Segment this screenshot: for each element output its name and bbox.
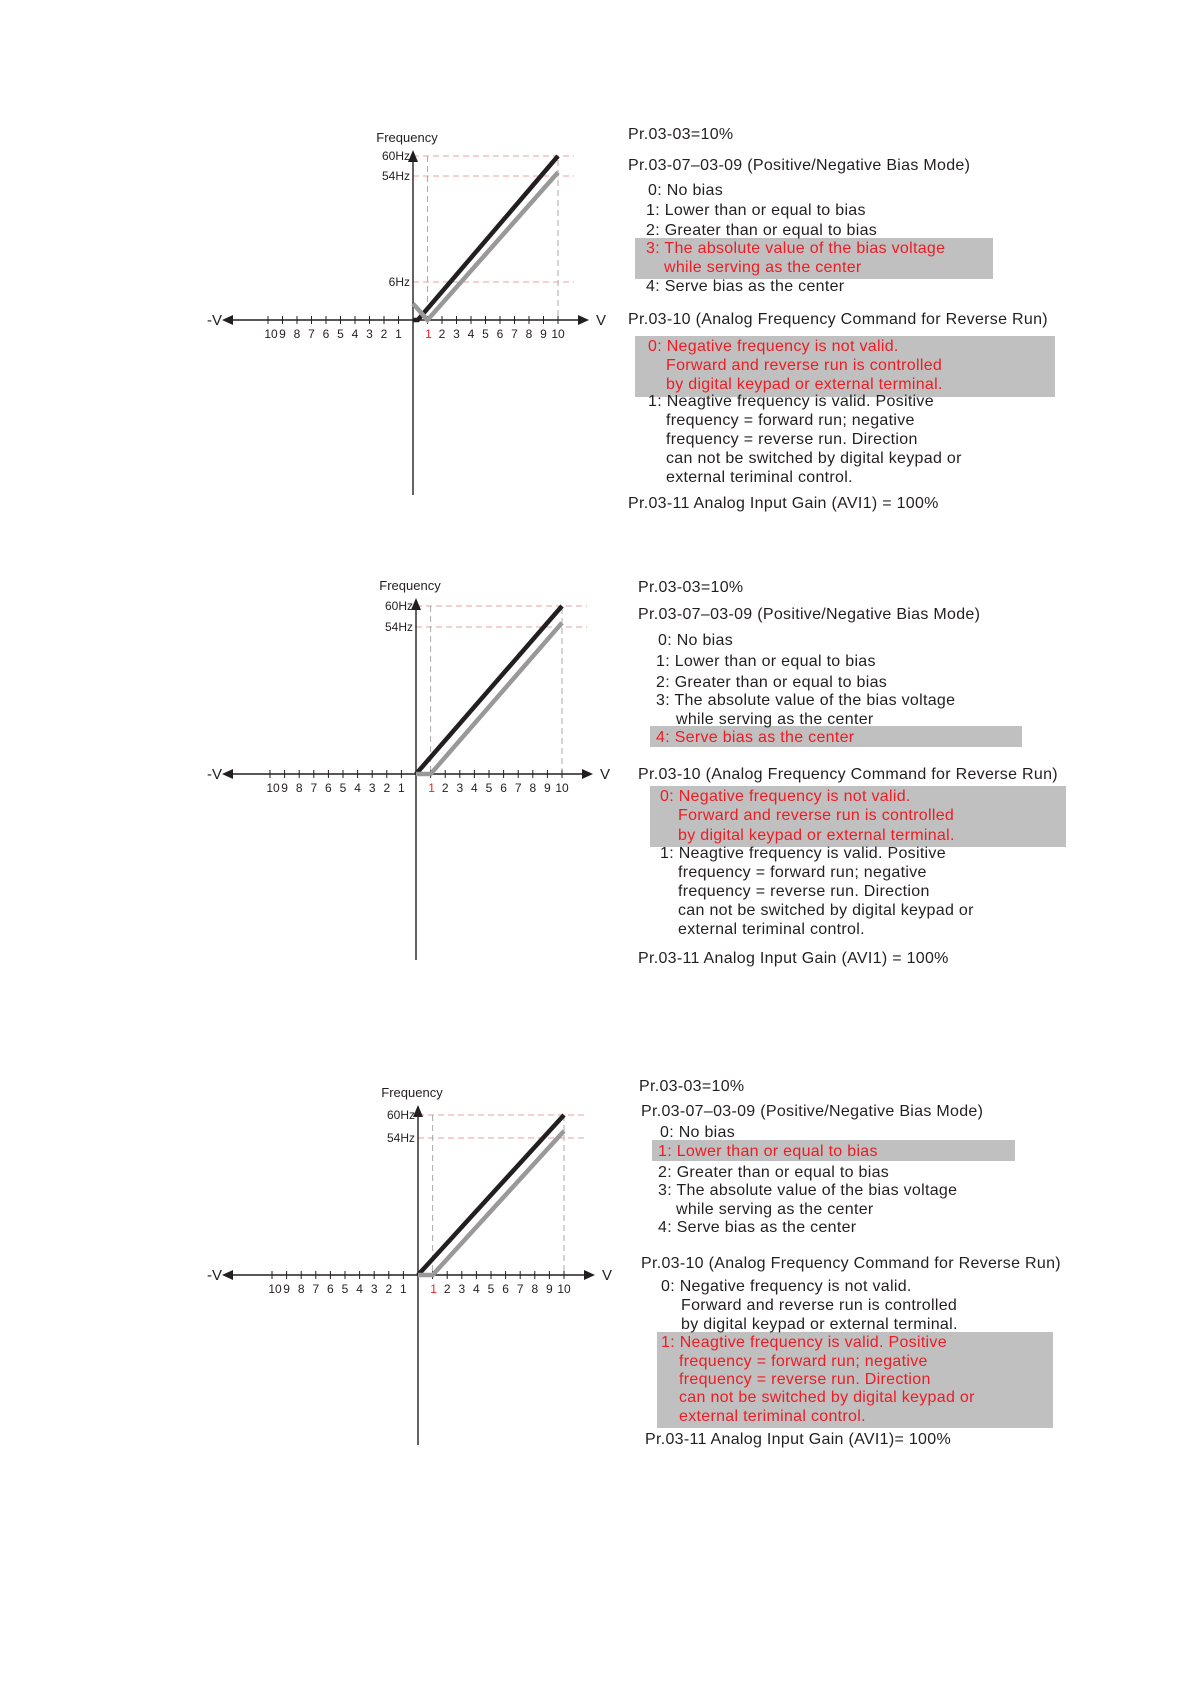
x-tick-label-positive: 6 bbox=[502, 1282, 509, 1296]
x-axis-label: V bbox=[602, 1267, 613, 1284]
reverse-option-1-line3: frequency = reverse run. Direction bbox=[666, 431, 918, 448]
x-tick-label-positive: 9 bbox=[544, 781, 551, 795]
x-tick-label-negative: 7 bbox=[308, 327, 315, 341]
bias-option-3: 3: The absolute value of the bias voltage bbox=[656, 692, 956, 709]
bias-option-1: 1: Lower than or equal to bias bbox=[646, 202, 866, 219]
param-03-10-heading: Pr.03-10 (Analog Frequency Command for Reverse Run) bbox=[628, 311, 1048, 328]
neg-x-axis-label: -V bbox=[207, 312, 222, 329]
reverse-option-1-line2: frequency = forward run; negative bbox=[666, 412, 915, 429]
x-tick-label-negative: 3 bbox=[368, 781, 376, 795]
reverse-option-0-line3: by digital keypad or external terminal. bbox=[681, 1316, 958, 1333]
x-tick-label-positive: 2 bbox=[438, 327, 446, 341]
y-tick-label-54hz: 54Hz bbox=[384, 620, 413, 634]
x-tick-label-negative: 6 bbox=[327, 1282, 334, 1296]
x-tick-label-negative: 5 bbox=[339, 781, 347, 795]
x-tick-label-negative: 4 bbox=[351, 327, 359, 341]
bias-option-3: 3: The absolute value of the bias voltage bbox=[646, 240, 946, 257]
x-tick-label-negative: 7 bbox=[310, 781, 318, 795]
x-tick-label-negative: 2 bbox=[383, 781, 391, 795]
x-tick-label-negative: 2 bbox=[385, 1282, 393, 1296]
x-tick-label-negative: 6 bbox=[322, 327, 330, 341]
x-tick-label-positive: 5 bbox=[487, 1282, 495, 1296]
bias-option-4: 4: Serve bias as the center bbox=[656, 729, 855, 746]
reverse-option-0-line3: by digital keypad or external terminal. bbox=[666, 376, 943, 393]
neg-x-axis-label: -V bbox=[207, 766, 222, 783]
x-tick-label-positive: 6 bbox=[496, 327, 504, 341]
reverse-option-0: 0: Negative frequency is not valid. bbox=[661, 1278, 912, 1295]
bias-option-3-cont: while serving as the center bbox=[676, 711, 874, 728]
y-axis-label: Frequency bbox=[376, 130, 438, 145]
x-tick-label-negative: 2 bbox=[380, 327, 388, 341]
param-03-11: Pr.03-11 Analog Input Gain (AVI1) = 100% bbox=[638, 950, 949, 967]
param-03-03: Pr.03-03=10% bbox=[639, 1078, 745, 1095]
param-03-03: Pr.03-03=10% bbox=[628, 126, 734, 143]
x-axis-arrow-left bbox=[222, 1270, 233, 1280]
x-tick-label-negative: 5 bbox=[337, 327, 344, 341]
bias-option-2: 2: Greater than or equal to bias bbox=[646, 222, 878, 239]
x-tick-label-positive: 5 bbox=[485, 781, 493, 795]
y-tick-label-54hz: 54Hz bbox=[386, 1131, 415, 1145]
reverse-option-1: 1: Neagtive frequency is valid. Positive bbox=[660, 845, 946, 862]
x-tick-label-negative: 9 bbox=[281, 781, 288, 795]
x-tick-label-negative: 3 bbox=[370, 1282, 378, 1296]
x-tick-label-positive: 4 bbox=[473, 1282, 480, 1296]
param-03-07-heading: Pr.03-07–03-09 (Positive/Negative Bias Mode) bbox=[628, 157, 971, 174]
reverse-option-1-line5: external teriminal control. bbox=[679, 1408, 866, 1425]
x-tick-label-negative: 5 bbox=[341, 1282, 349, 1296]
y-tick-label-6hz: 6Hz bbox=[388, 275, 410, 289]
bias-option-3-cont: while serving as the center bbox=[676, 1201, 874, 1218]
y-axis-label: Frequency bbox=[379, 578, 441, 593]
x-tick-label-negative: 1 bbox=[395, 327, 402, 341]
x-tick-label-negative: 8 bbox=[293, 327, 301, 341]
param-03-07-heading: Pr.03-07–03-09 (Positive/Negative Bias Mode) bbox=[638, 606, 981, 623]
x-tick-label-negative: 4 bbox=[356, 1282, 363, 1296]
reverse-option-0: 0: Negative frequency is not valid. bbox=[648, 338, 899, 355]
x-tick-label-positive: 6 bbox=[500, 781, 507, 795]
x-tick-label-positive: 1 bbox=[428, 781, 435, 795]
x-tick-label-positive: 4 bbox=[467, 327, 475, 341]
x-tick-label-negative: 9 bbox=[283, 1282, 290, 1296]
reverse-option-1-line2: frequency = forward run; negative bbox=[678, 864, 927, 881]
reverse-option-1-line4: can not be switched by digital keypad or bbox=[679, 1389, 975, 1406]
bias-option-4: 4: Serve bias as the center bbox=[658, 1219, 857, 1236]
reverse-option-1-line5: external teriminal control. bbox=[666, 469, 853, 486]
param-03-11: Pr.03-11 Analog Input Gain (AVI1) = 100% bbox=[628, 495, 939, 512]
y-tick-label-60hz: 60Hz bbox=[384, 599, 413, 613]
x-tick-label-negative: 9 bbox=[279, 327, 286, 341]
reverse-option-1-line3: frequency = reverse run. Direction bbox=[678, 883, 930, 900]
param-03-11: Pr.03-11 Analog Input Gain (AVI1)= 100% bbox=[645, 1431, 951, 1448]
x-tick-label-positive: 5 bbox=[482, 327, 489, 341]
reverse-option-0-line3: by digital keypad or external terminal. bbox=[678, 827, 955, 844]
param-03-10-heading: Pr.03-10 (Analog Frequency Command for Reverse Run) bbox=[641, 1255, 1061, 1272]
y-axis-label: Frequency bbox=[381, 1085, 443, 1100]
x-tick-label-positive: 8 bbox=[525, 327, 533, 341]
x-tick-label-positive: 2 bbox=[441, 781, 449, 795]
x-tick-label-positive: 7 bbox=[511, 327, 518, 341]
parameter-panel-3 bbox=[639, 1077, 1139, 1457]
x-tick-label-positive: 1 bbox=[425, 327, 432, 341]
x-tick-label-negative: 1 bbox=[400, 1282, 407, 1296]
bias-option-3-cont: while serving as the center bbox=[664, 259, 862, 276]
bias-option-2: 2: Greater than or equal to bias bbox=[658, 1164, 890, 1181]
reverse-option-1-line3: frequency = reverse run. Direction bbox=[679, 1371, 931, 1388]
x-tick-label-positive: 4 bbox=[471, 781, 478, 795]
y-tick-label-60hz: 60Hz bbox=[386, 1108, 415, 1122]
x-tick-label-negative: 8 bbox=[295, 781, 303, 795]
x-tick-label-negative: 1 bbox=[398, 781, 405, 795]
bias-option-1: 1: Lower than or equal to bias bbox=[656, 653, 876, 670]
reverse-option-1-line4: can not be switched by digital keypad or bbox=[678, 902, 974, 919]
x-tick-label-positive: 3 bbox=[453, 327, 460, 341]
reverse-option-0-line2: Forward and reverse run is controlled bbox=[666, 357, 943, 374]
param-03-10-heading: Pr.03-10 (Analog Frequency Command for Reverse Run) bbox=[638, 766, 1058, 783]
reverse-option-1-line4: can not be switched by digital keypad or bbox=[666, 450, 962, 467]
reverse-option-0: 0: Negative frequency is not valid. bbox=[660, 788, 911, 805]
x-tick-label-positive: 3 bbox=[456, 781, 464, 795]
x-tick-label-positive: 3 bbox=[458, 1282, 466, 1296]
y-tick-label-54hz: 54Hz bbox=[381, 169, 410, 183]
series-line-output bbox=[418, 1115, 564, 1275]
reverse-option-0-line2: Forward and reverse run is controlled bbox=[678, 807, 955, 824]
reverse-option-0-line2: Forward and reverse run is controlled bbox=[681, 1297, 958, 1314]
x-tick-label-positive: 10 bbox=[557, 1282, 571, 1296]
x-tick-label-negative: 3 bbox=[366, 327, 373, 341]
x-tick-label-negative: 6 bbox=[325, 781, 332, 795]
reverse-option-1: 1: Neagtive frequency is valid. Positive bbox=[648, 393, 934, 410]
bias-option-1: 1: Lower than or equal to bias bbox=[658, 1143, 878, 1160]
reverse-option-1: 1: Neagtive frequency is valid. Positive bbox=[661, 1334, 947, 1351]
reverse-option-1-line5: external teriminal control. bbox=[678, 921, 865, 938]
neg-x-axis-label: -V bbox=[207, 1267, 222, 1284]
x-tick-label-positive: 10 bbox=[551, 327, 565, 341]
param-03-07-heading: Pr.03-07–03-09 (Positive/Negative Bias Mode) bbox=[641, 1103, 984, 1120]
x-tick-label-positive: 9 bbox=[546, 1282, 553, 1296]
reverse-option-1-line2: frequency = forward run; negative bbox=[679, 1353, 928, 1370]
chart-3 bbox=[207, 1075, 613, 1455]
x-tick-label-negative: 10 bbox=[264, 327, 278, 341]
bias-option-0: 0: No bias bbox=[648, 182, 724, 199]
bias-option-4: 4: Serve bias as the center bbox=[646, 278, 845, 295]
x-axis-label: V bbox=[600, 766, 611, 783]
x-tick-label-positive: 9 bbox=[540, 327, 547, 341]
x-axis-label: V bbox=[596, 312, 607, 329]
param-03-03: Pr.03-03=10% bbox=[638, 579, 744, 596]
x-tick-label-negative: 4 bbox=[354, 781, 361, 795]
bias-option-0: 0: No bias bbox=[660, 1124, 736, 1141]
x-axis-arrow-right bbox=[584, 1270, 595, 1280]
bias-option-0: 0: No bias bbox=[658, 632, 734, 649]
y-tick-label-60hz: 60Hz bbox=[381, 149, 410, 163]
x-tick-label-positive: 7 bbox=[514, 781, 522, 795]
x-tick-label-negative: 10 bbox=[266, 781, 280, 795]
x-tick-label-negative: 7 bbox=[312, 1282, 320, 1296]
x-tick-label-negative: 10 bbox=[268, 1282, 282, 1296]
x-tick-label-positive: 8 bbox=[529, 781, 537, 795]
x-tick-label-positive: 1 bbox=[430, 1282, 437, 1296]
x-tick-label-negative: 8 bbox=[297, 1282, 305, 1296]
bias-option-2: 2: Greater than or equal to bias bbox=[656, 674, 888, 691]
x-tick-label-positive: 2 bbox=[443, 1282, 451, 1296]
x-tick-label-positive: 7 bbox=[516, 1282, 524, 1296]
x-tick-label-positive: 10 bbox=[555, 781, 569, 795]
x-tick-label-positive: 8 bbox=[531, 1282, 539, 1296]
bias-option-3: 3: The absolute value of the bias voltage bbox=[658, 1182, 958, 1199]
